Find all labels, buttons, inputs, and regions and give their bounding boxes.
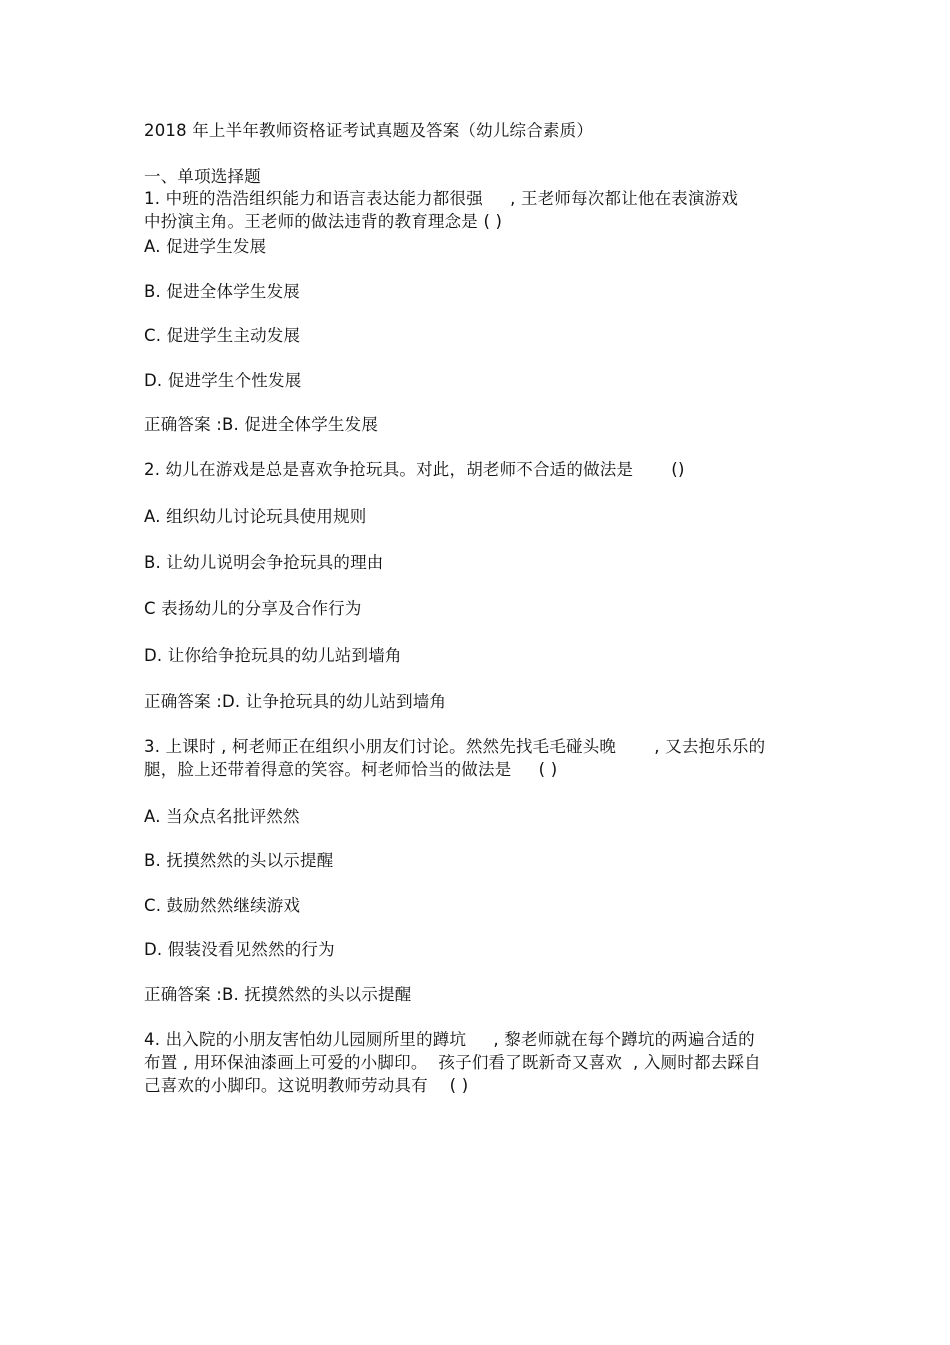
- q3-stem-line1: 3. 上课时 , 柯老师正在组织小朋友们讨论。然然先找毛毛碰头晚 , 又去抱乐乐的: [144, 737, 766, 756]
- q3-option-c: C. 鼓励然然继续游戏: [144, 896, 301, 915]
- q2-option-d: D. 让你给争抢玩具的幼儿站到墙角: [144, 646, 402, 665]
- q1-option-d: D. 促进学生个性发展: [144, 371, 302, 390]
- q3-answer: 正确答案 :B. 抚摸然然的头以示提醒: [144, 985, 412, 1004]
- q3-option-a: A. 当众点名批评然然: [144, 807, 300, 826]
- q2-option-b: B. 让幼儿说明会争抢玩具的理由: [144, 553, 384, 572]
- q3-option-d: D. 假装没看见然然的行为: [144, 940, 335, 959]
- q1-option-b: B. 促进全体学生发展: [144, 282, 301, 301]
- section-heading: 一、单项选择题: [144, 167, 261, 186]
- q4-stem-line3: 己喜欢的小脚印。这说明教师劳动具有 ( ): [144, 1076, 469, 1095]
- q3-option-b: B. 抚摸然然的头以示提醒: [144, 851, 334, 870]
- q1-option-c: C. 促进学生主动发展: [144, 326, 301, 345]
- q2-answer: 正确答案 :D. 让争抢玩具的幼儿站到墙角: [144, 692, 447, 711]
- q4-stem-line1: 4. 出入院的小朋友害怕幼儿园厕所里的蹲坑 , 黎老师就在每个蹲坑的两遍合适的: [144, 1030, 755, 1049]
- q2-stem-line1: 2. 幼儿在游戏是总是喜欢争抢玩具。对此，胡老师不合适的做法是 (): [144, 460, 685, 479]
- q1-option-a: A. 促进学生发展: [144, 237, 267, 256]
- q1-stem-line1: 1. 中班的浩浩组织能力和语言表达能力都很强 , 王老师每次都让他在表演游戏: [144, 189, 739, 208]
- q4-stem-line2: 布置 , 用环保油漆画上可爱的小脚印。 孩子们看了既新奇又喜欢 , 入厕时都去踩自: [144, 1053, 761, 1072]
- q1-stem-line2: 中扮演主角。王老师的做法违背的教育理念是 ( ): [144, 212, 503, 231]
- document-title: 2018 年上半年教师资格证考试真题及答案（幼儿综合素质）: [144, 121, 594, 140]
- q3-stem-line2: 腿，脸上还带着得意的笑容。柯老师恰当的做法是 ( ): [144, 760, 558, 779]
- q2-option-c: C 表扬幼儿的分享及合作行为: [144, 599, 362, 618]
- q1-answer: 正确答案 :B. 促进全体学生发展: [144, 415, 379, 434]
- q2-option-a: A. 组织幼儿讨论玩具使用规则: [144, 507, 367, 526]
